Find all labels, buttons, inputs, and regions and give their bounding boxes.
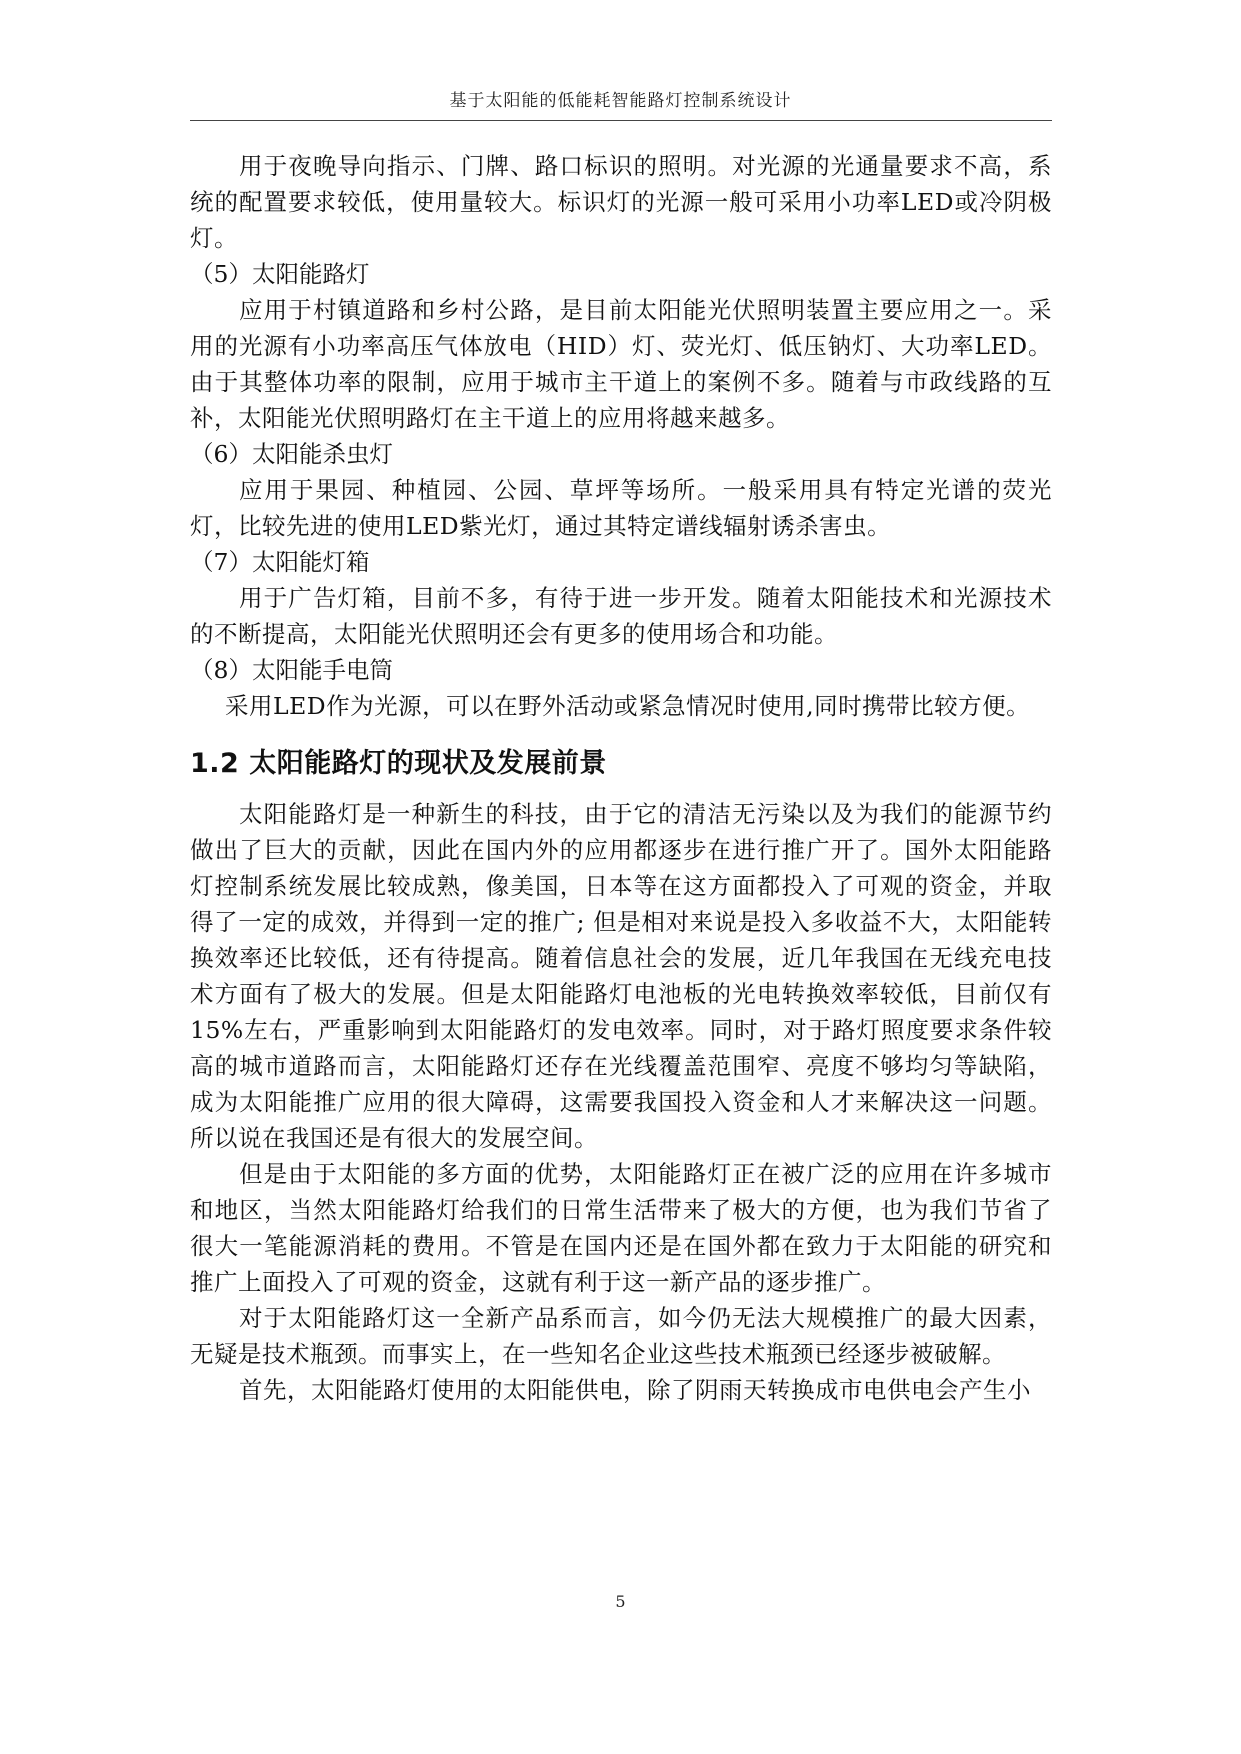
list-item-solar-flashlight: （8）太阳能手电筒 — [190, 656, 393, 684]
header-rule — [190, 120, 1052, 121]
list-item-solar-street-light: （5）太阳能路灯 — [190, 260, 370, 288]
paragraph-solar-insect-light: 应用于果园、种植园、公园、草坪等场所。一般采用具有特定光谱的荧光灯，比较先进的使用LED紫光灯，通过其特定谱线辐射诱杀害虫。 — [190, 476, 1052, 540]
paragraph-status: 太阳能路灯是一种新生的科技，由于它的清洁无污染以及为我们的能源节约做出了巨大的贡献，因此在国内外的应用都逐步在进行推广开了。国外太阳能路灯控制系统发展比较成熟，像美国，日本等在这方面都投入了可观的资金，并取得了一定的成效，并得到一定的推广; 但是相对来说是投入多收益不大，太阳能转换效率还比较低，还有待提高。随着信息社会的发展，近几年我国在无线充电技术方面有了极大的发展。但是太阳能路灯电池板的光电转换效率较低，目前仅有15%左右，严重影响到太阳能路灯的发电效率。同时，对于路灯照度要求条件较高的城市道路而言，太阳能路灯还存在光线覆盖范围窄、亮度不够均匀等缺陷，成为太阳能推广应用的很大障碍，这需要我国投入资金和人才来解决这一问题。所以说在我国还是有很大的发展空间。 — [190, 800, 1052, 1152]
page-body — [190, 148, 1052, 1408]
paragraph-solar-street-light: 应用于村镇道路和乡村公路，是目前太阳能光伏照明装置主要应用之一。采用的光源有小功率高压气体放电（HID）灯、荧光灯、低压钠灯、大功率LED。由于其整体功率的限制，应用于城市主干道上的案例不多。随着与市政线路的互补，太阳能光伏照明路灯在主干道上的应用将越来越多。 — [190, 296, 1052, 432]
paragraph-bottleneck: 对于太阳能路灯这一全新产品系而言，如今仍无法大规模推广的最大因素，无疑是技术瓶颈。而事实上，在一些知名企业这些技术瓶颈已经逐步被破解。 — [190, 1304, 1052, 1368]
running-header: 基于太阳能的低能耗智能路灯控制系统设计 — [449, 91, 792, 111]
paragraph-signage-light: 用于夜晚导向指示、门牌、路口标识的照明。对光源的光通量要求不高，系统的配置要求较低，使用量较大。标识灯的光源一般可采用小功率LED或冷阴极灯。 — [190, 152, 1052, 252]
paragraph-solar-lightbox: 用于广告灯箱，目前不多，有待于进一步开发。随着太阳能技术和光源技术的不断提高，太阳能光伏照明还会有更多的使用场合和功能。 — [190, 584, 1052, 648]
section-heading: 1.2 太阳能路灯的现状及发展前景 — [190, 748, 607, 779]
paragraph-first: 首先，太阳能路灯使用的太阳能供电，除了阴雨天转换成市电供电会产生小 — [239, 1376, 1031, 1404]
paragraph-advantages: 但是由于太阳能的多方面的优势，太阳能路灯正在被广泛的应用在许多城市和地区，当然太阳能路灯给我们的日常生活带来了极大的方便，也为我们节省了很大一笔能源消耗的费用。不管是在国内还是在国外都在致力于太阳能的研究和推广上面投入了可观的资金，这就有利于这一新产品的逐步推广。 — [190, 1160, 1052, 1296]
list-item-solar-lightbox: （7）太阳能灯箱 — [190, 548, 370, 576]
page-number: 5 — [615, 1592, 626, 1611]
list-item-solar-insect-light: （6）太阳能杀虫灯 — [190, 440, 393, 468]
paragraph-solar-flashlight: 采用LED作为光源，可以在野外活动或紧急情况时使用,同时携带比较方便。 — [225, 692, 1031, 720]
